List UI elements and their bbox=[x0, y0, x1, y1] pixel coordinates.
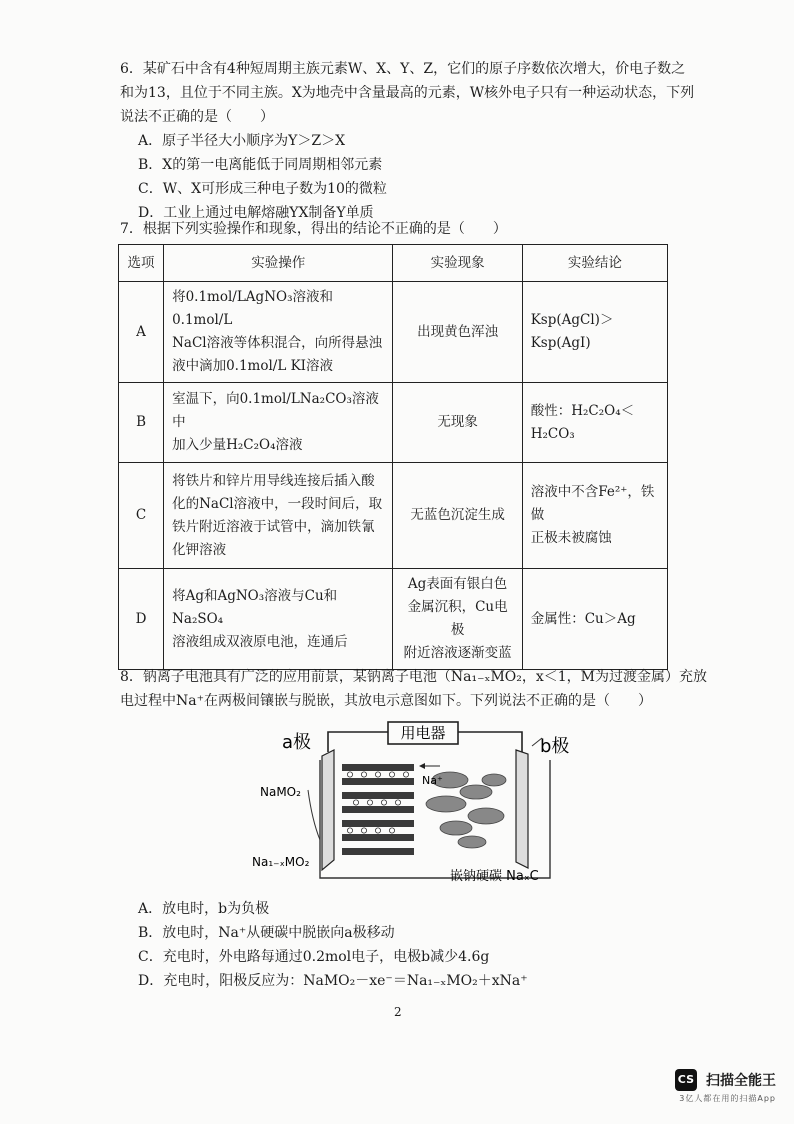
q6-option-b: B．X的第一电离能低于同周期相邻元素 bbox=[138, 157, 383, 173]
q6-option-d: D．工业上通过电解熔融YX制备Y单质 bbox=[138, 205, 374, 221]
table-header-row bbox=[119, 245, 668, 282]
operation-line: 溶液组成双液原电池，连通后 bbox=[172, 633, 348, 650]
header-phenomenon: 实验现象 bbox=[393, 245, 522, 282]
row-option: C bbox=[119, 463, 164, 569]
operation-line: 将铁片和锌片用导线连接后插入酸 bbox=[172, 472, 375, 489]
phenomenon-line: Ag表面有银白色 bbox=[407, 576, 508, 592]
scanner-logo-icon: CS bbox=[675, 1069, 697, 1091]
row-conclusion: Ksp(AgCl)＞Ksp(AgI) bbox=[522, 282, 667, 383]
battery-diagram-svg bbox=[250, 720, 590, 895]
operation-line: NaCl溶液等体积混合，向所得悬浊 bbox=[172, 335, 383, 351]
table-row bbox=[119, 569, 668, 670]
phenomenon-line: 附近溶液逐渐变蓝 bbox=[403, 645, 512, 661]
operation-line: 液中滴加0.1mol/L KI溶液 bbox=[172, 358, 334, 374]
layered-oxide-stack bbox=[342, 764, 414, 855]
device-label: 用电器 bbox=[400, 724, 446, 742]
operation-line: 加入少量H₂C₂O₄溶液 bbox=[172, 437, 303, 453]
q6-option-c: C．W、X可形成三种电子数为10的微粒 bbox=[138, 181, 387, 197]
operation-line: 室温下，向0.1mol/LNa₂CO₃溶液中 bbox=[172, 391, 379, 430]
q8-option-d: D．充电时，阳极反应为：NaMO₂－xe⁻＝Na₁₋ₓMO₂＋xNa⁺ bbox=[138, 973, 528, 989]
row-conclusion: 金属性：Cu＞Ag bbox=[522, 569, 667, 670]
conclusion-line: 溶液中不含Fe²⁺，铁做 bbox=[530, 484, 655, 523]
operation-line: 将0.1mol/LAgNO₃溶液和0.1mol/L bbox=[172, 289, 333, 328]
header-conclusion: 实验结论 bbox=[522, 245, 667, 282]
row-option: A bbox=[119, 282, 164, 383]
operation-line: 将Ag和AgNO₃溶液与Cu和Na₂SO₄ bbox=[172, 587, 338, 627]
q8-option-b: B．放电时，Na⁺从硬碳中脱嵌向a极移动 bbox=[138, 925, 395, 941]
table-row bbox=[119, 282, 668, 383]
row-option: B bbox=[119, 383, 164, 463]
leader-line bbox=[308, 790, 320, 840]
table-row bbox=[119, 463, 668, 569]
operation-line: 铁片附近溶液于试管中，滴加铁氰 bbox=[172, 518, 375, 535]
q6-stem-line2: 和为13，且位于不同主族。X为地壳中含量最高的元素，W核外电子只有一种运动状态，下列 bbox=[120, 85, 695, 101]
experiment-table bbox=[118, 244, 668, 670]
row-operation bbox=[164, 569, 393, 670]
row-phenomenon bbox=[393, 569, 522, 670]
row-phenomenon: 无蓝色沉淀生成 bbox=[393, 463, 522, 569]
header-option: 选项 bbox=[119, 245, 164, 282]
row-conclusion: 酸性：H₂C₂O₄＜H₂CO₃ bbox=[522, 383, 667, 463]
q8-option-a: A．放电时，b为负极 bbox=[138, 901, 270, 917]
row-phenomenon: 出现黄色浑浊 bbox=[393, 282, 522, 383]
row-operation bbox=[164, 383, 393, 463]
page-number: 2 bbox=[394, 1005, 402, 1019]
phenomenon-line: 金属沉积，Cu电极 bbox=[407, 599, 508, 638]
header-operation: 实验操作 bbox=[164, 245, 393, 282]
row-option: D bbox=[119, 569, 164, 670]
scanner-tagline: 3亿人都在用的扫描App bbox=[679, 1094, 776, 1103]
q8-option-c: C．充电时，外电路每通过0.2mol电子，电极b减少4.6g bbox=[138, 949, 490, 965]
row-operation bbox=[164, 282, 393, 383]
row-phenomenon: 无现象 bbox=[393, 383, 522, 463]
battery-diagram bbox=[250, 720, 590, 895]
na1x-label: Na₁₋ₓMO₂ bbox=[252, 855, 310, 869]
electrode-b-plate bbox=[516, 750, 528, 868]
hard-carbon-label: 嵌钠硬碳 NaₓC bbox=[450, 869, 539, 884]
q6-stem-line1: 6．某矿石中含有4种短周期主族元素W、X、Y、Z，它们的原子序数依次增大，价电子数之 bbox=[120, 61, 686, 77]
q6-option-a: A．原子半径大小顺序为Y＞Z＞X bbox=[138, 133, 346, 149]
na-ion-label: Na⁺ bbox=[422, 774, 443, 787]
q8-stem-line1: 8．钠离子电池具有广泛的应用前景，某钠离子电池（Na₁₋ₓMO₂，x＜1，M为过渡金属）充放 bbox=[120, 669, 707, 685]
operation-line: 化的NaCl溶液中，一段时间后，取 bbox=[172, 495, 383, 512]
table-row bbox=[119, 383, 668, 463]
scanner-app-name: 扫描全能王 bbox=[706, 1073, 776, 1089]
scanner-watermark bbox=[675, 1069, 776, 1104]
operation-line: 化钾溶液 bbox=[172, 541, 227, 558]
q7-stem: 7．根据下列实验操作和现象，得出的结论不正确的是（ ） bbox=[120, 221, 507, 237]
q8-stem-line2: 电过程中Na⁺在两极间镶嵌与脱嵌，其放电示意图如下。下列说法不正确的是（ ） bbox=[120, 693, 652, 709]
row-conclusion bbox=[522, 463, 667, 569]
row-operation bbox=[164, 463, 393, 569]
conclusion-line: 正极未被腐蚀 bbox=[530, 530, 612, 546]
namo2-label: NaMO₂ bbox=[260, 785, 301, 799]
electrode-a-label: a极 bbox=[282, 732, 312, 753]
q6-stem-line3: 说法不正确的是（ ） bbox=[120, 109, 274, 125]
electrode-a-plate bbox=[322, 750, 334, 870]
electrode-b-label: b极 bbox=[540, 736, 570, 757]
